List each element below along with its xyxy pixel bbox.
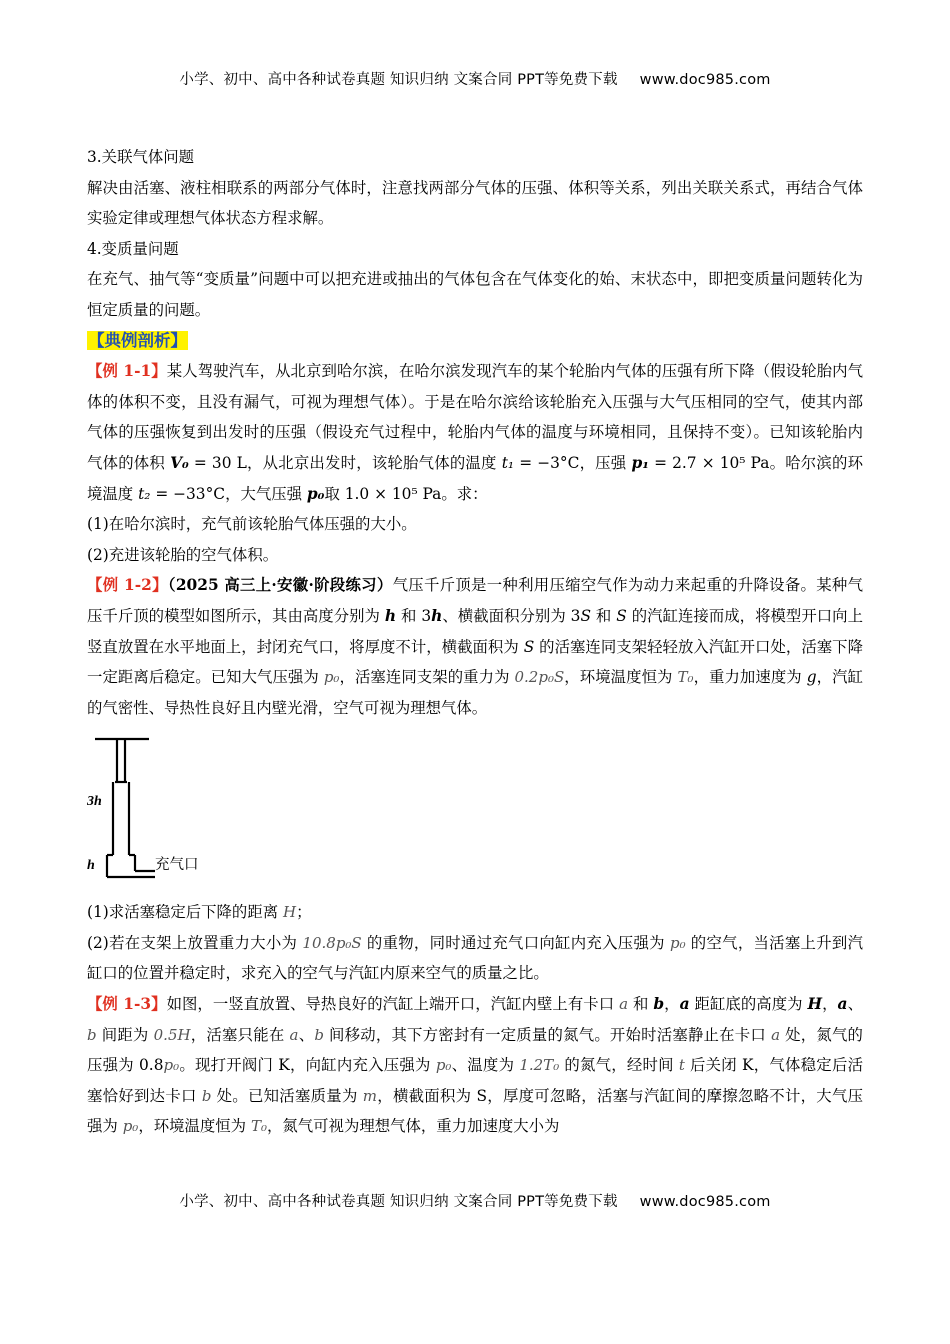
text-run: 某人驾驶汽车，从北京到哈尔滨，在哈尔滨发现汽车的某个轮胎内气体的压强有所下降（假设轮胎内气体的体积不变，且没有漏气，可视为理想气体）。于是在哈尔滨给该轮胎充入压强与大气压相同的空气，使其内部气体的压强恢复到出发时的压强（假设充气过程中，轮胎内气体的温度与环境相同，且保持不变）。已知该轮胎内气体的体积 (87, 362, 863, 472)
var: p₁ (631, 453, 650, 472)
page-footer (0, 1190, 950, 1211)
text-run: 的空气，当活塞上升到汽缸口的位置并稳定时，求充入的空气与汽缸内原来空气的质量之比。 (87, 933, 863, 983)
var: g (806, 668, 817, 687)
example-1-2-q1 (87, 897, 863, 928)
math: t (678, 1056, 685, 1075)
text-run: 处，氮气的压强为 0.8 (87, 1025, 863, 1075)
text-run: 间移动，其下方密封有一定质量的氮气。开始时活塞静止在卡口 (323, 1025, 772, 1044)
var: S (616, 606, 627, 625)
text-run: ， (664, 995, 680, 1014)
math: T₀ (250, 1117, 267, 1136)
math: H (283, 903, 297, 922)
text-run: 和 (591, 606, 617, 625)
page-header (0, 68, 950, 89)
var: p₀ (306, 484, 325, 503)
text-run: 的活塞连同支架轻轻放入汽缸开口处，活塞下降一定距离后稳定。已知大气压强为 (87, 637, 863, 687)
text-run: 的重物，同时通过充气口向缸内充入压强为 (361, 933, 670, 952)
text-run: 后关闭 K，气体稳定后活塞恰好到达卡口 (87, 1056, 863, 1105)
text-run: 和 (628, 995, 654, 1014)
math: a (771, 1025, 781, 1044)
math: m (362, 1086, 378, 1105)
text-run: 、 (847, 995, 863, 1014)
example-1-1-q2: (2)充进该轮胎的空气体积。 (87, 545, 279, 564)
text-run: 、 (298, 1025, 315, 1044)
example-1-2-q2 (87, 928, 863, 989)
math: p₀ (122, 1117, 139, 1136)
var: b (653, 995, 665, 1014)
example-1-3 (87, 989, 863, 1142)
text-run: ，氮气可视为理想气体，重力加速度大小为 (266, 1117, 560, 1136)
header-text: 小学、初中、高中各种试卷真题 知识归纳 文案合同 PPT等免费下载 (179, 72, 618, 88)
text-run: ，环境温度恒为 (564, 668, 678, 687)
label-inlet: 充气口 (155, 857, 199, 874)
math: 0.5H (153, 1025, 191, 1044)
example-1-2 (87, 570, 863, 723)
example-source: （2025 高三上·安徽·阶段练习） (167, 576, 393, 595)
text-run: 距缸底的高度为 (689, 995, 808, 1014)
text-run: 、横截面积分别为 3 (442, 606, 581, 625)
section3-body: 解决由活塞、液柱相联系的两部分气体时，注意找两部分气体的压强、体积等关系，列出关联关系式，再结合气体实验定律或理想气体状态方程求解。 (87, 178, 863, 228)
text-run: 的氮气，经时间 (559, 1056, 679, 1075)
math: p₀ (163, 1056, 180, 1075)
text-run: ， (822, 995, 838, 1014)
example-label: 【例 1-1】 (87, 362, 167, 381)
math: 0.2p₀S (514, 668, 565, 687)
text-run: ，活塞只能在 (190, 1025, 290, 1044)
math: a (289, 1025, 299, 1044)
footer-url[interactable]: www.doc985.com (639, 1194, 771, 1210)
math: 1.2T₀ (519, 1056, 560, 1075)
footer-text: 小学、初中、高中各种试卷真题 知识归纳 文案合同 PPT等免费下载 (179, 1194, 618, 1210)
var: H (807, 995, 823, 1014)
text-run: = −3°C，压强 (514, 453, 632, 472)
var: t₁ (501, 453, 515, 472)
label-3h: 3h (87, 794, 102, 810)
text-run: 。现打开阀门 K，向缸内充入压强为 (179, 1056, 436, 1075)
text-run: ，活塞连同支架的重力为 (339, 668, 515, 687)
var: t₂ (138, 484, 151, 503)
var: a (837, 995, 848, 1014)
var: S (523, 637, 535, 656)
math: T₀ (677, 668, 694, 687)
math: a (619, 995, 629, 1014)
example-heading: 【典例剖析】 (88, 330, 187, 350)
text-run: (1)求活塞稳定后下降的距离 (87, 903, 283, 922)
math: b (201, 1086, 212, 1105)
var: h (431, 606, 443, 625)
text-run: 的汽缸连接而成，将模型开口向上竖直放置在水平地面上，封闭充气口，将厚度不计，横截面积为 (87, 606, 863, 656)
jack-diagram-svg (87, 729, 287, 897)
header-url[interactable]: www.doc985.com (639, 72, 771, 88)
section3-title: 3.关联气体问题 (87, 148, 195, 166)
math: p₀ (669, 933, 686, 952)
section4-title: 4.变质量问题 (87, 239, 179, 258)
text-run: 取 1.0 × 10⁵ Pa。求： (324, 484, 488, 503)
text-run: 气压千斤顶是一种利用压缩空气作为动力来起重的升降设备。某种气压千斤顶的模型如图所示，其由高度分别为 (87, 576, 863, 625)
text-run: 间距为 (96, 1025, 154, 1044)
var: S (580, 606, 591, 625)
text-run: ，汽缸的气密性、导热性良好且内壁光滑，空气可视为理想气体。 (87, 668, 863, 717)
example-1-1-q1: (1)在哈尔滨时，充气前该轮胎气体压强的大小。 (87, 515, 417, 534)
math: p₀ (323, 668, 340, 687)
var: h (384, 606, 397, 625)
example-heading-line (87, 326, 863, 357)
text-run: 处。已知活塞质量为 (211, 1086, 363, 1105)
math: 10.8p₀S (302, 933, 362, 952)
var: V₀ (170, 453, 189, 472)
math: b (87, 1025, 97, 1044)
text-run: ，环境温度恒为 (138, 1117, 251, 1136)
text-run: 和 3 (396, 606, 432, 625)
text-run: 如图，一竖直放置、导热良好的汽缸上端开口，汽缸内壁上有卡口 (166, 995, 620, 1014)
label-h: h (87, 858, 95, 874)
example-1-1 (87, 356, 863, 509)
math: b (314, 1025, 324, 1044)
text-run: = 30 L，从北京出发时，该轮胎气体的温度 (188, 453, 502, 472)
text-run: (2)若在支架上放置重力大小为 (87, 933, 303, 952)
text-run: ，重力加速度为 (693, 668, 807, 687)
text-run: 、温度为 (451, 1056, 520, 1075)
section4-body: 在充气、抽气等“变质量”问题中可以把充进或抽出的气体包含在气体变化的始、末状态中，即把变质量问题转化为恒定质量的问题。 (87, 270, 863, 319)
page-content (87, 142, 863, 1142)
example-label: 【例 1-3】 (87, 995, 167, 1014)
math: p₀ (435, 1056, 452, 1075)
var: a (679, 995, 690, 1014)
text-run: ，横截面积为 S，厚度可忽略，活塞与汽缸间的摩擦忽略不计，大气压强为 (87, 1086, 864, 1136)
text-run: = −33°C，大气压强 (150, 484, 307, 503)
jack-diagram (87, 729, 863, 897)
text-run: = 2.7 × 10⁵ Pa。哈尔滨的环境温度 (87, 453, 863, 503)
text-run: ； (296, 903, 312, 922)
example-label: 【例 1-2】 (87, 576, 168, 595)
